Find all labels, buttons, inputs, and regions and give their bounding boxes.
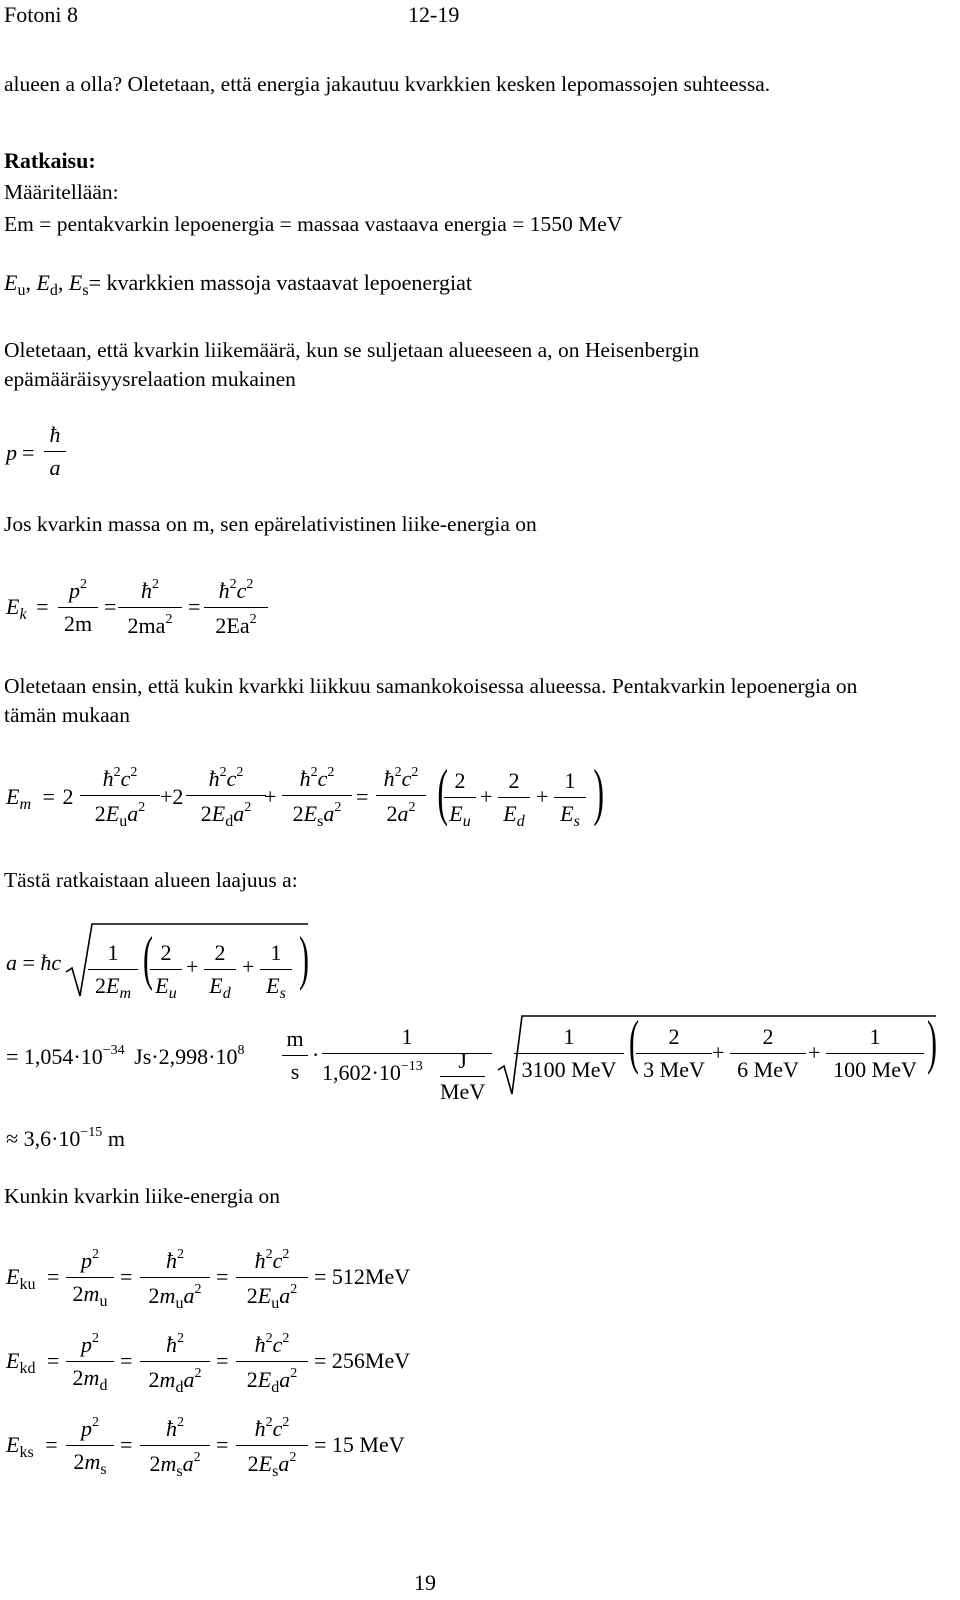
solve-text: Tästä ratkaistaan alueen laajuus a: — [4, 868, 298, 892]
ek-row-equals: = — [216, 1348, 229, 1373]
eq-em-inner-u: $\frac{2}{E_u}$ — [444, 770, 476, 830]
eq-em-frac-common: $\frac{ħ^2c^2}{2a^2}$ — [376, 766, 426, 825]
eq-a-plus-1: + — [186, 954, 199, 979]
eq-num-plus-2: + — [808, 1040, 821, 1065]
e-sub-d: d — [49, 282, 58, 299]
header-title: Fotoni 8 — [4, 2, 78, 27]
header-page-range: 12-19 — [408, 2, 460, 27]
eq-num-frac-3100: 1 3100 MeV — [514, 1026, 624, 1081]
eq-p-equals: = — [22, 440, 35, 465]
eq-a-frac-s: $\frac{1}{E_s}$ — [260, 942, 292, 1002]
em-definition: Em = pentakvarkin lepoenergia = massaa vastaava energia = 1550 MeV — [4, 212, 623, 236]
e-sub-u: u — [17, 282, 26, 299]
ek-row-equals: = — [120, 1264, 133, 1289]
eq-em-inner-plus-1: + — [480, 784, 493, 809]
ek-row-equals: = — [120, 1432, 133, 1457]
ek-row-equals: = — [120, 1348, 133, 1373]
eq-ek-equals-3: = — [188, 594, 201, 619]
ek-row-frac-hbar: $ħ^2$ $2m_sa^2$ — [140, 1416, 210, 1480]
eq-a-plus-2: + — [242, 954, 255, 979]
eq-em-frac-s: $ħ^2c^2$ $2E_sa^2$ — [282, 766, 352, 830]
eq-em-inner-s: $\frac{1}{E_s}$ — [554, 770, 586, 830]
hbar: ħ — [44, 424, 66, 452]
eq-result: ≈ $3,6\cdot 10^{-15}$ m — [6, 1125, 125, 1151]
eq-num-conversion: 1 $1,602\cdot 10^{-13}$ J MeV — [322, 1026, 492, 1119]
ek-row-frac-hbar: $ħ^2$ $2m_da^2$ — [140, 1332, 210, 1396]
ek-row-lhs: $E_{kd}$ = — [6, 1348, 60, 1377]
eq-num-paren-right: ) — [926, 1009, 937, 1075]
eq-num-paren-left: ( — [628, 1009, 639, 1075]
a: a — [49, 455, 61, 480]
ek-row-frac-p: $\frac{p^2}{2m_d}$ — [66, 1332, 114, 1394]
eq-num-frac-3: 2 3 MeV — [636, 1026, 712, 1081]
equal-region-paragraph: Oletetaan ensin, että kukin kvarkki liikkuu samankokoisessa alueessa. Pentakvarkin lepoenergia on tämän mukaan — [4, 674, 858, 727]
ek-row-frac-p: $\frac{p^2}{2m_s}$ — [66, 1416, 114, 1478]
eq-em-lhs: $E_m = 2$ — [6, 784, 74, 813]
eq-ek-frac1: $\frac{p^2}{2m}$ — [58, 578, 98, 635]
ek-row-frac-p: $\frac{p^2}{2m_u}$ — [66, 1248, 114, 1310]
eq-ek-frac2: $\frac{ħ^2}{2ma^2}$ — [118, 578, 182, 637]
eq-em-plus-2: +2 — [160, 784, 184, 809]
eq-num-mps: $\frac{m}{s}$ — [282, 1028, 308, 1083]
eq-ek-lhs: $E_k$ = — [6, 594, 49, 623]
eq-a-frac-d: $\frac{2}{E_d}$ — [204, 942, 236, 1002]
eq-num-frac-6: 2 6 MeV — [730, 1026, 806, 1081]
eq-ek-equals-2: = — [104, 594, 117, 619]
definitions-label: Määritellään: — [4, 180, 119, 204]
eq-em-inner-plus-2: + — [536, 784, 549, 809]
comma: , — [57, 270, 64, 295]
eq-em-plus: + — [264, 784, 277, 809]
page-number: 19 — [414, 1570, 436, 1595]
e-symbol: E — [68, 270, 83, 295]
ek-row-frac-hbar: $ħ^2$ $2m_ua^2$ — [140, 1248, 210, 1312]
eq-a-frac-u: $\frac{2}{E_u}$ — [150, 942, 182, 1002]
eq-num-dot: · — [312, 1042, 320, 1067]
eq-num-constants: = $1,054\cdot 10^{-34}$ $Js\cdot 2,998\cdot 10^8$ — [6, 1043, 245, 1069]
eq-p-lhs: p — [6, 440, 17, 465]
ek-row-equals: = — [216, 1264, 229, 1289]
eq-em-paren-left: ( — [437, 756, 448, 827]
ek-row-result: = 15 MeV — [314, 1432, 405, 1457]
eq-a-frac-em: $\frac{1}{2E_m}$ — [88, 942, 138, 1002]
eq-num-frac-100: 1 100 MeV — [826, 1026, 924, 1081]
ek-row-result: = 256MeV — [314, 1348, 411, 1373]
ek-row-result: = 512MeV — [314, 1264, 411, 1289]
ek-row-equals: = — [216, 1432, 229, 1457]
comma: , — [25, 270, 31, 295]
e-symbol: E — [4, 270, 18, 295]
e-symbol: E — [36, 270, 50, 295]
eq-em-frac-u: $ħ^2c^2$ $2E_ua^2$ — [80, 766, 160, 830]
ek-row-lhs: $E_{ku}$ = — [6, 1264, 60, 1293]
intro-paragraph: alueen a olla? Oletetaan, että energia jakautuu kvarkkien kesken lepomassojen suhteessa. — [4, 72, 771, 96]
eq-a-paren-left: ( — [142, 925, 153, 991]
eq-em-frac-d: $ħ^2c^2$ $2E_da^2$ — [186, 766, 266, 830]
ek-row-lhs: $E_{ks}$ = — [6, 1432, 58, 1461]
kinetic-energy-text: Jos kvarkin massa on m, sen epärelativistinen liike-energia on — [4, 512, 537, 536]
ratkaisu-heading: Ratkaisu: — [4, 148, 96, 173]
eq-em-inner-d: $\frac{2}{E_d}$ — [498, 770, 530, 830]
eq-ek-frac3: $\frac{ħ^2c^2}{2Ea^2}$ — [204, 578, 268, 637]
ek-row-frac-energy: $ħ^2c^2$ $2E_sa^2$ — [236, 1416, 308, 1480]
eq-a-lhs: a = ħc — [6, 950, 62, 975]
definition-text: = kvarkkien massoja vastaavat lepoenergiat — [88, 270, 473, 295]
eq-num-plus-1: + — [712, 1040, 725, 1065]
eq-em-paren-right: ) — [593, 756, 604, 827]
each-quark-text: Kunkin kvarkin liike-energia on — [4, 1184, 281, 1208]
ek-row-frac-energy: $ħ^2c^2$ $2E_da^2$ — [236, 1332, 308, 1396]
e-sub-s: s — [82, 282, 89, 299]
eq-em-equals: = — [356, 784, 369, 809]
eq-a-paren-right: ) — [298, 925, 309, 991]
heisenberg-paragraph: Oletetaan, että kvarkin liikemäärä, kun se suljetaan alueeseen a, on Heisenbergin epämääräisyysrelaation mukainen — [4, 338, 700, 391]
ek-row-frac-energy: $ħ^2c^2$ $2E_ua^2$ — [236, 1248, 308, 1312]
